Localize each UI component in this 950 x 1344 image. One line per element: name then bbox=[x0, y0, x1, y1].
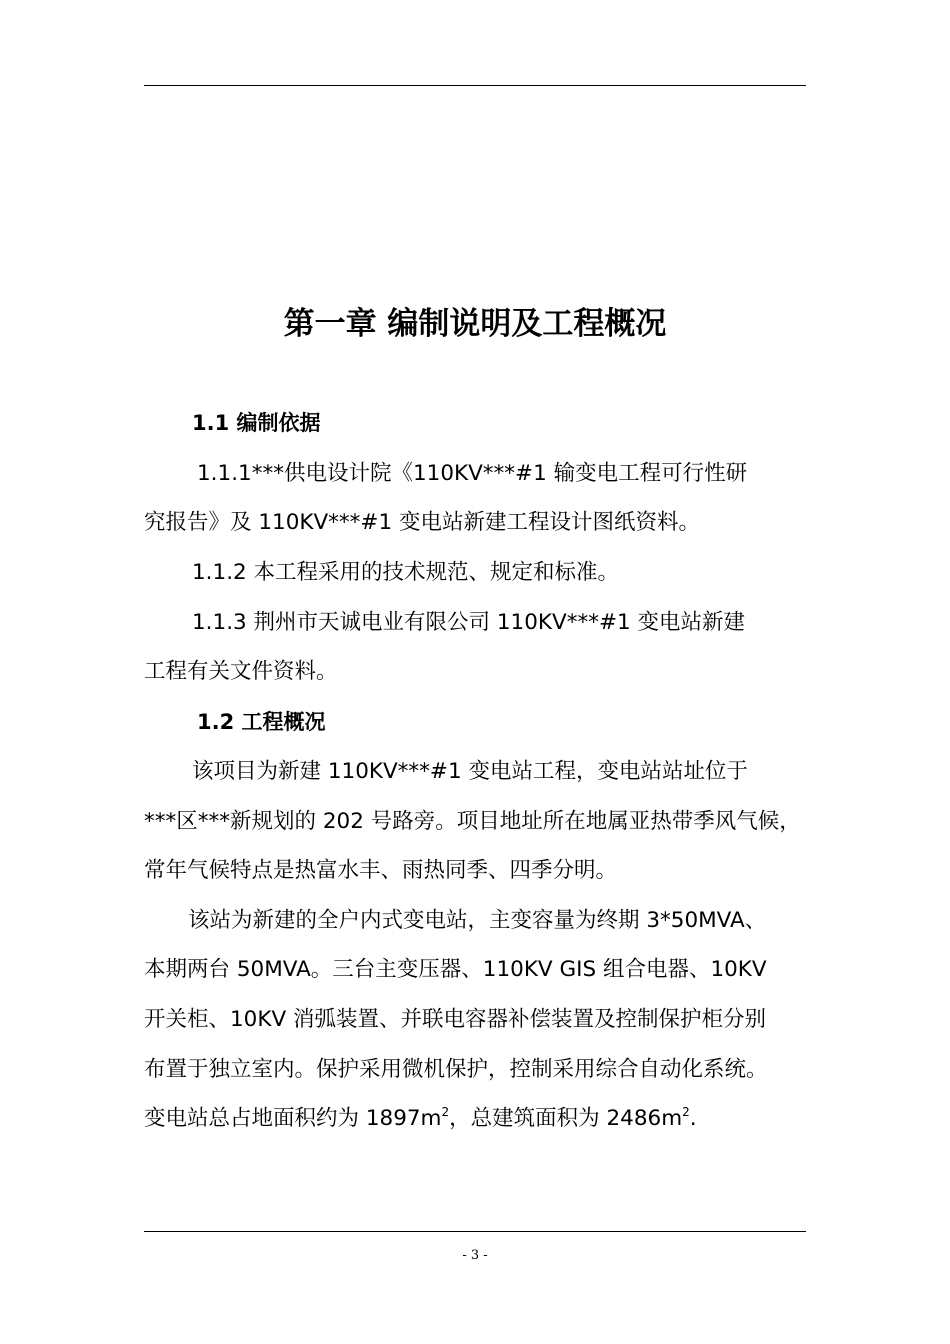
paragraph-line-area bbox=[144, 1104, 697, 1134]
section-heading-1-2: 1.2 工程概况 bbox=[197, 710, 326, 734]
section-heading-1-1: 1.1 编制依据 bbox=[192, 411, 321, 435]
paragraph-line: 本期两台 50MVA。三台主变压器、110KV GIS 组合电器、10KV bbox=[144, 957, 767, 982]
building-area-text: ，总建筑面积为 2486m bbox=[449, 1106, 683, 1131]
paragraph-line: 该站为新建的全户内式变电站，主变容量为终期 3*50MVA、 bbox=[188, 908, 767, 933]
paragraph-line: 开关柜、10KV 消弧装置、并联电容器补偿装置及控制保护柜分别 bbox=[144, 1007, 767, 1032]
paragraph-line: 1.1.3 荆州市天诚电业有限公司 110KV***#1 变电站新建 bbox=[192, 610, 745, 635]
header-rule bbox=[144, 85, 806, 86]
paragraph-line: 布置于独立室内。保护采用微机保护，控制采用综合自动化系统。 bbox=[144, 1057, 768, 1082]
paragraph-line: ***区***新规划的 202 号路旁。项目地址所在地属亚热带季风气候， bbox=[144, 809, 801, 834]
paragraph-line: 常年气候特点是热富水丰、雨热同季、四季分明。 bbox=[144, 858, 618, 883]
paragraph-line: 1.1.2 本工程采用的技术规范、规定和标准。 bbox=[192, 560, 620, 585]
superscript: 2 bbox=[682, 1105, 690, 1119]
paragraph-line: 工程有关文件资料。 bbox=[144, 659, 338, 684]
period-text: . bbox=[689, 1106, 697, 1131]
paragraph-line: 1.1.1***供电设计院《110KV***#1 输变电工程可行性研 bbox=[197, 461, 748, 486]
paragraph-line: 该项目为新建 110KV***#1 变电站工程，变电站站址位于 bbox=[192, 759, 748, 784]
footer-rule bbox=[144, 1231, 806, 1232]
land-area-text: 变电站总占地面积约为 1897m bbox=[144, 1106, 442, 1131]
paragraph-line: 究报告》及 110KV***#1 变电站新建工程设计图纸资料。 bbox=[144, 510, 700, 535]
page-number: - 3 - bbox=[462, 1248, 488, 1263]
superscript: 2 bbox=[441, 1105, 450, 1119]
chapter-title: 第一章 编制说明及工程概况 bbox=[283, 306, 667, 342]
